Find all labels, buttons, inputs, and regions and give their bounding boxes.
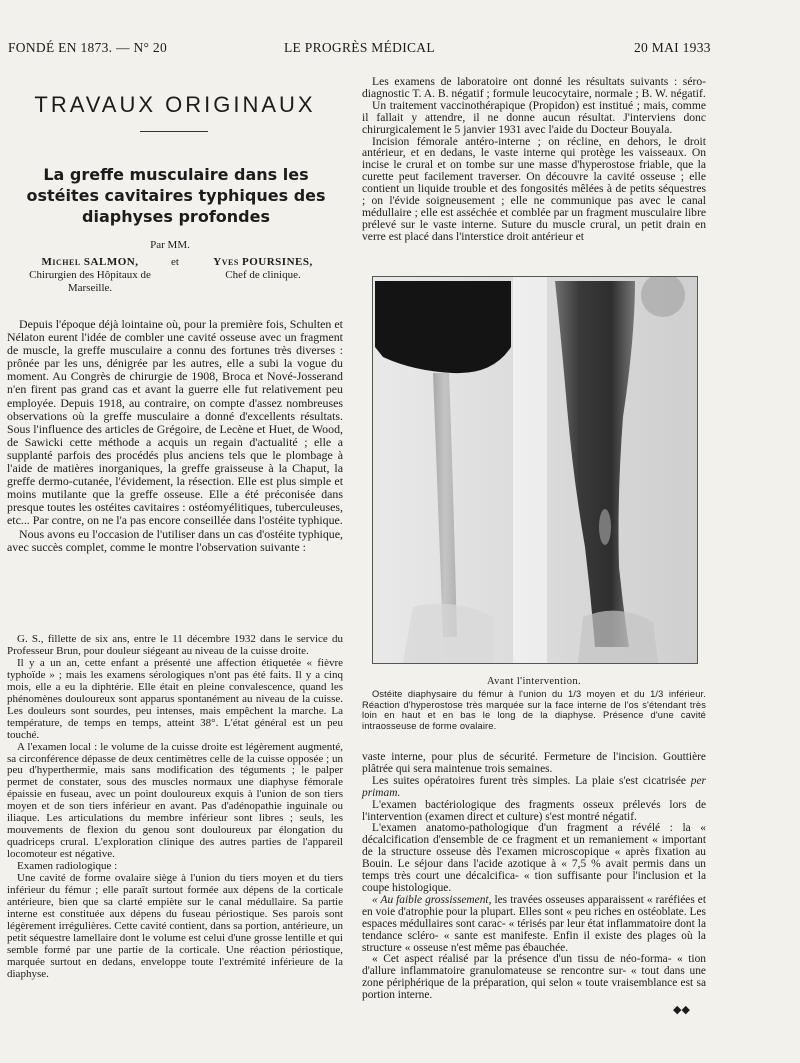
paragraph: A l'examen local : le volume de la cuisse droite est légèrement augmenté, sa circonférence dépasse de deux centimètres celle de la cuisse opposée ; un peu d'hyperthermie, mais sans modification des téguments ; le palper permet de constater, sous des muscles normaux une diaphyse fémorale épaissie en fuseau, avec un point douloureux exquis à l'union de son tiers moyen et de son tiers inférieur en avant. Pas d'adénopathie inguinale ou iliaque. Les articulations du membre inférieur sont libres ; seuls, les mouvements de flexion du genou sont douloureux par élongation du quadriceps crural. L'exploration clinique des autres parties de l'appareil locomoteur est négative.	[7, 740, 343, 861]
caption-text: Ostéite diaphysaire du fémur à l'union du 1/3 moyen et du 1/3 inférieur. Réaction d'hyperostose très marquée sur la face interne de l'os s'étendant très loin en haut et en bas le long de la diaphyse. Présence d'une cavité intraosseuse de forme ovalaire.	[362, 689, 706, 731]
author-1-name: Michel SALMON,	[41, 256, 139, 268]
paragraph: L'examen bactériologique des fragments osseux prélevés lors de l'intervention (examen direct et culture) s'est montré négatif.	[362, 798, 706, 823]
paragraph: Une cavité de forme ovalaire siège à l'union du tiers moyen et du tiers inférieur du fémur ; elle paraît surtout formée aux dépens de la corticale antérieure, bien que sa clarté empiète sur le canal médullaire. Sa partie interne est constituée aux dépens du fuseau périostique. Ses parois sont légèrement irrégulières. Cette cavité contient, dans sa portion, antérieure, un petit séquestre lamellaire dont le volume est celui d'une grosse lentille et qui semble formé par une partie de la corticale. Une réaction périostique, marquée surtout en dedans, enveloppe toute l'extrémité inférieure de la diaphyse.	[7, 872, 343, 980]
author-2-name: Yves POURSINES,	[213, 256, 313, 268]
author-conjunction: et	[171, 256, 179, 268]
upper-dark-shadow	[375, 281, 511, 373]
running-header-date: 20 MAI 1933	[634, 40, 711, 55]
quoted-term: « Au faible grossissement,	[372, 893, 492, 906]
latin-term: per primam.	[362, 774, 706, 799]
running-header-title: LE PROGRÈS MÉDICAL	[284, 40, 435, 55]
figure-label: Avant l'intervention.	[486, 676, 582, 687]
section-divider	[140, 131, 208, 132]
paragraph: Il y a un an, cette enfant a présenté une affection étiquetée « fièvre typhoïde » ; mais les examens sérologiques n'ont pas été faits. Il y a cinq mois, elle a eu la diphtérie. Elle était en pleine convalescence, quand les phénomènes douloureux sont apparus spontanément au niveau de la cuisse. Les douleurs sont sourdes, peu intenses, mais empêchent la marche. La température, de temps en temps, atteint 38°. L'état général est un peu touché.	[7, 656, 343, 741]
paragraph: « Cet aspect réalisé par la présence d'un tissu de néo-forma- « tion d'allure inflammatoire granulomateuse se rencontre sur- « tout dans une zone périphérique de la préparation, qui selon « toute vraisemblance est sa portion interne.	[362, 953, 706, 1002]
operative-report-text	[362, 76, 706, 243]
paragraph: Nous avons eu l'occasion de l'utiliser dans un cas d'ostéite typhique, avec succès complet, comme le montre l'observation suivante :	[7, 526, 343, 554]
author-2-role: Chef de clinique.	[225, 269, 301, 281]
introduction-text	[7, 318, 343, 554]
section-heading: TRAVAUX ORIGINAUX	[34, 92, 316, 117]
paragraph: L'examen anatomo-pathologique d'un fragment a révélé : la « décalcification d'ensemble de ce fragment et un remaniement « important de la structure osseuse dès l'examen microscopique « après fixation au Bouin. Le séjour dans l'acide azotique à « 7,5 % avait permis dans un temps très court une décalcifica- « tion suffisante pour l'inclusion et la coupe histologique.	[362, 822, 706, 894]
figure-caption	[362, 689, 706, 731]
paragraph	[362, 776, 706, 800]
observation-text	[7, 634, 343, 981]
paragraph: Depuis l'époque déjà lointaine où, pour la première fois, Schulten et Nélaton eurent l'idée de combler une cavité osseuse avec un fragment de muscle, la greffe musculaire a connu des fortunes très diverses : prônée par les uns, dénigrée par les autres, elle a subi la vogue du moment. Au Congrès de chirurgie de 1908, Broca et Nové-Josserand n'en firent pas grand cas et avant la guerre elle fut relativement peu employée. Depuis 1918, au contraire, on compte d'assez nombreuses observations où la greffe musculaire a donné d'excellents résultats. Sous l'influence des articles de Grégoire, de Lecène et Huet, de Wood, de Sawicki cette méthode a acquis un regain d'actualité ; elle a supplanté parfois des procédés plus anciens tels que le plombage à l'aide de matières inorganiques, la greffe graisseuse à la Chaput, la greffe dermo-cutanée, l'évidement, la résection. Elle est plus simple et moins mutilante que la greffe osseuse. Elle a été préconisée dans presque toutes les ostéites cavitaires : ostéomyélitiques, tuberculeuses, etc... Par contre, on ne l'a pas encore conseillée dans l'ostéite typhique.	[7, 317, 343, 528]
text-run: les travées osseuses apparaissent « raréfiées et en voie d'atrophie pour la plupart. Elles sont « peu riches en ostéoblate. Les espaces médullaires sont carac- « térisés par leur état inflammatoire dont la tendance scléro- « sante est manifeste. Enfin il existe des plages où la structure « osseuse n'est même pas ébauchée.	[362, 893, 707, 954]
paragraph: vaste interne, pour plus de sécurité. Fermeture de l'incision. Gouttière plâtrée qui sera maintenue trois semaines.	[362, 751, 706, 775]
xray-image	[373, 277, 697, 663]
followup-text	[362, 752, 706, 1002]
author-1	[20, 256, 160, 295]
radiograph-figure	[372, 276, 698, 664]
running-header-left: FONDÉ EN 1873. — N° 20	[8, 40, 167, 55]
by-line: Par MM.	[150, 239, 190, 251]
text-run: Les suites opératoires furent très simples. La plaie s'est cicatrisée	[372, 774, 686, 787]
paragraph: Les examens de laboratoire ont donné les résultats suivants : séro-diagnostic T. A. B. négatif ; formule leucocytaire, normale ; B. W. négatif.	[362, 75, 706, 100]
article-title: La greffe musculaire dans les ostéites cavitaires typhiques des diaphyses profondes	[26, 165, 326, 226]
author-1-role: Chirurgien des Hôpitaux de Marseille.	[29, 269, 151, 294]
paragraph: Incision fémorale antéro-interne ; on récline, en dehors, le droit antérieur, et en dedans, le vaste interne qui protège les vaisseaux. On incise le crural et on tombe sur une masse d'hyperostose friable, que la curette peut facilement traverser. On découvre la cavité osseuse ; elle contient un liquide trouble et des fongosités mêlées à de petits séquestres ; on l'évide soigneusement ; elle ne communique pas avec le canal médullaire ; elle est asséchée et comblée par un fragment musculaire libre prélevé sur le vaste interne. Suture du muscle crural, un petit drain en verre est placé dans l'interstice droit antérieur et	[362, 134, 706, 243]
paragraph: Examen radiologique :	[17, 860, 118, 873]
end-ornament: ◆◆	[673, 1004, 690, 1016]
paragraph: Un traitement vaccinothérapique (Propidon) est institué ; mais, comme il fallait y attendre, il ne donne aucun résultat. J'interviens donc chirurgicalement le 5 janvier 1931 avec l'aide du Docteur Bouyala.	[362, 98, 706, 136]
bone-cavity	[599, 509, 611, 545]
paragraph: G. S., fillette de six ans, entre le 11 décembre 1932 dans le service du Professeur Brun, pour douleur siégeant au niveau de la cuisse droite.	[7, 633, 343, 657]
paragraph	[362, 895, 706, 955]
author-2	[198, 256, 328, 282]
